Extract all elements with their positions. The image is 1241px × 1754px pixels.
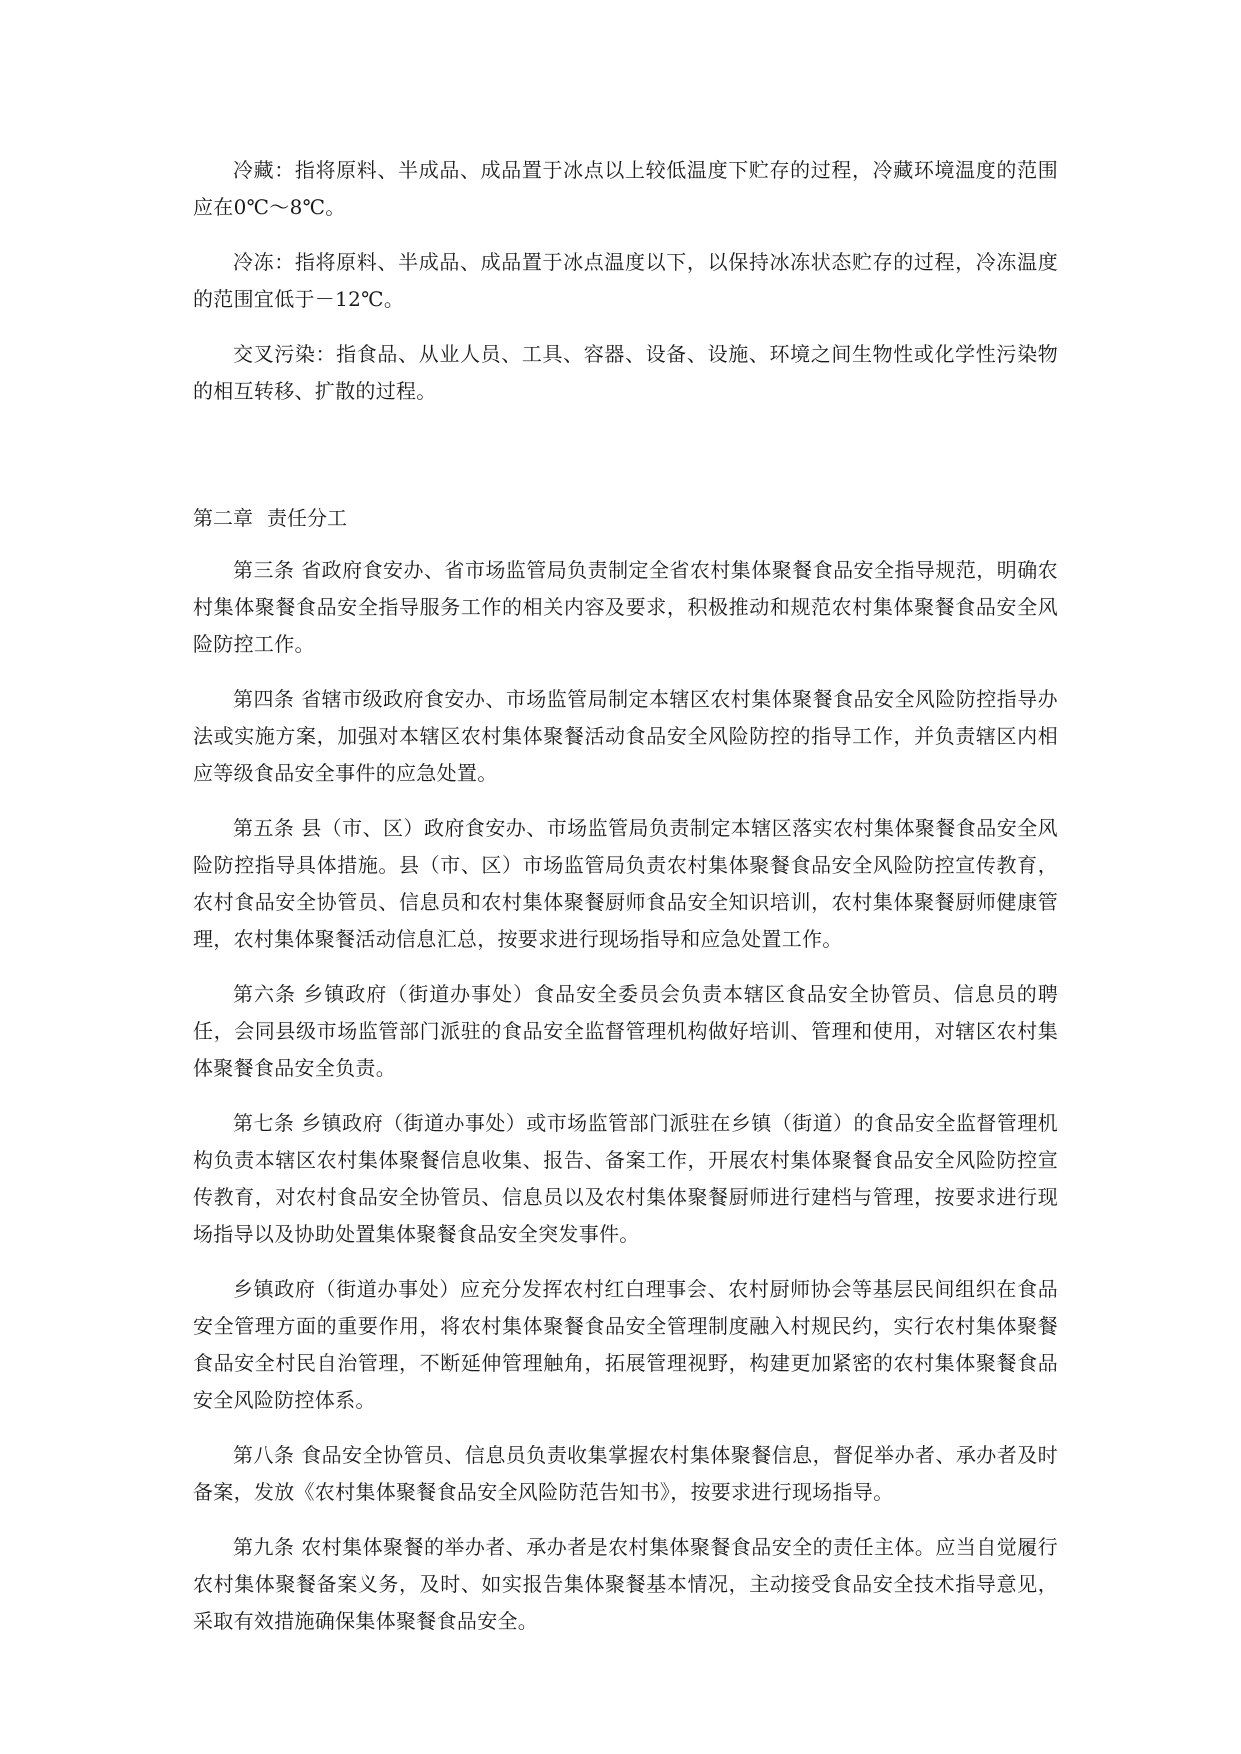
definition-freezing: 冷冻：指将原料、半成品、成品置于冰点温度以下，以保持冰冻状态贮存的过程，冷冻温度的范围宜低于－12℃。 — [193, 250, 1058, 311]
article-5: 第五条 县（市、区）政府食安办、市场监管局负责制定本辖区落实农村集体聚餐食品安全风险防控指导具体措施。县（市、区）市场监管局负责农村集体聚餐食品安全风险防控宣传教育，农村食品安全协管员、信息员和农村集体聚餐厨师食品安全知识培训，农村集体聚餐厨师健康管理，农村集体聚餐活动信息汇总，按要求进行现场指导和应急处置工作。 — [193, 816, 1058, 951]
article-7-supplement: 乡镇政府（街道办事处）应充分发挥农村红白理事会、农村厨师协会等基层民间组织在食品安全管理方面的重要作用，将农村集体聚餐食品安全管理制度融入村规民约，实行农村集体聚餐食品安全村民自治管理，不断延伸管理触角，拓展管理视野，构建更加紧密的农村集体聚餐食品安全风险防控体系。 — [193, 1277, 1058, 1412]
article-9: 第九条 农村集体聚餐的举办者、承办者是农村集体聚餐食品安全的责任主体。应当自觉履行农村集体聚餐备案义务，及时、如实报告集体聚餐基本情况，主动接受食品安全技术指导意见，采取有效措施确保集体聚餐食品安全。 — [193, 1535, 1058, 1633]
article-6: 第六条 乡镇政府（街道办事处）食品安全委员会负责本辖区食品安全协管员、信息员的聘任，会同县级市场监管部门派驻的食品安全监督管理机构做好培训、管理和使用，对辖区农村集体聚餐食品安全负责。 — [193, 982, 1058, 1080]
article-3: 第三条 省政府食安办、省市场监管局负责制定全省农村集体聚餐食品安全指导规范，明确农村集体聚餐食品安全指导服务工作的相关内容及要求，积极推动和规范农村集体聚餐食品安全风险防控工作。 — [193, 558, 1058, 656]
article-4: 第四条 省辖市级政府食安办、市场监管局制定本辖区农村集体聚餐食品安全风险防控指导办法或实施方案，加强对本辖区农村集体聚餐活动食品安全风险防控的指导工作，并负责辖区内相应等级食品安全事件的应急处置。 — [193, 687, 1058, 785]
definition-cold-storage: 冷藏：指将原料、半成品、成品置于冰点以上较低温度下贮存的过程，冷藏环境温度的范围应在0℃～8℃。 — [193, 158, 1058, 219]
chapter-title: 责任分工 — [267, 506, 347, 530]
article-8: 第八条 食品安全协管员、信息员负责收集掌握农村集体聚餐信息，督促举办者、承办者及时备案，发放《农村集体聚餐食品安全风险防范告知书》，按要求进行现场指导。 — [193, 1443, 1058, 1504]
article-7: 第七条 乡镇政府（街道办事处）或市场监管部门派驻在乡镇（街道）的食品安全监督管理机构负责本辖区农村集体聚餐信息收集、报告、备案工作，开展农村集体聚餐食品安全风险防控宣传教育，对农村食品安全协管员、信息员以及农村集体聚餐厨师进行建档与管理，按要求进行现场指导以及协助处置集体聚餐食品安全突发事件。 — [193, 1111, 1058, 1246]
definition-cross-contamination: 交叉污染：指食品、从业人员、工具、容器、设备、设施、环境之间生物性或化学性污染物的相互转移、扩散的过程。 — [193, 342, 1058, 403]
chapter-heading — [193, 500, 1058, 537]
document-body — [193, 152, 1058, 1658]
chapter-number: 第二章 — [193, 506, 253, 530]
